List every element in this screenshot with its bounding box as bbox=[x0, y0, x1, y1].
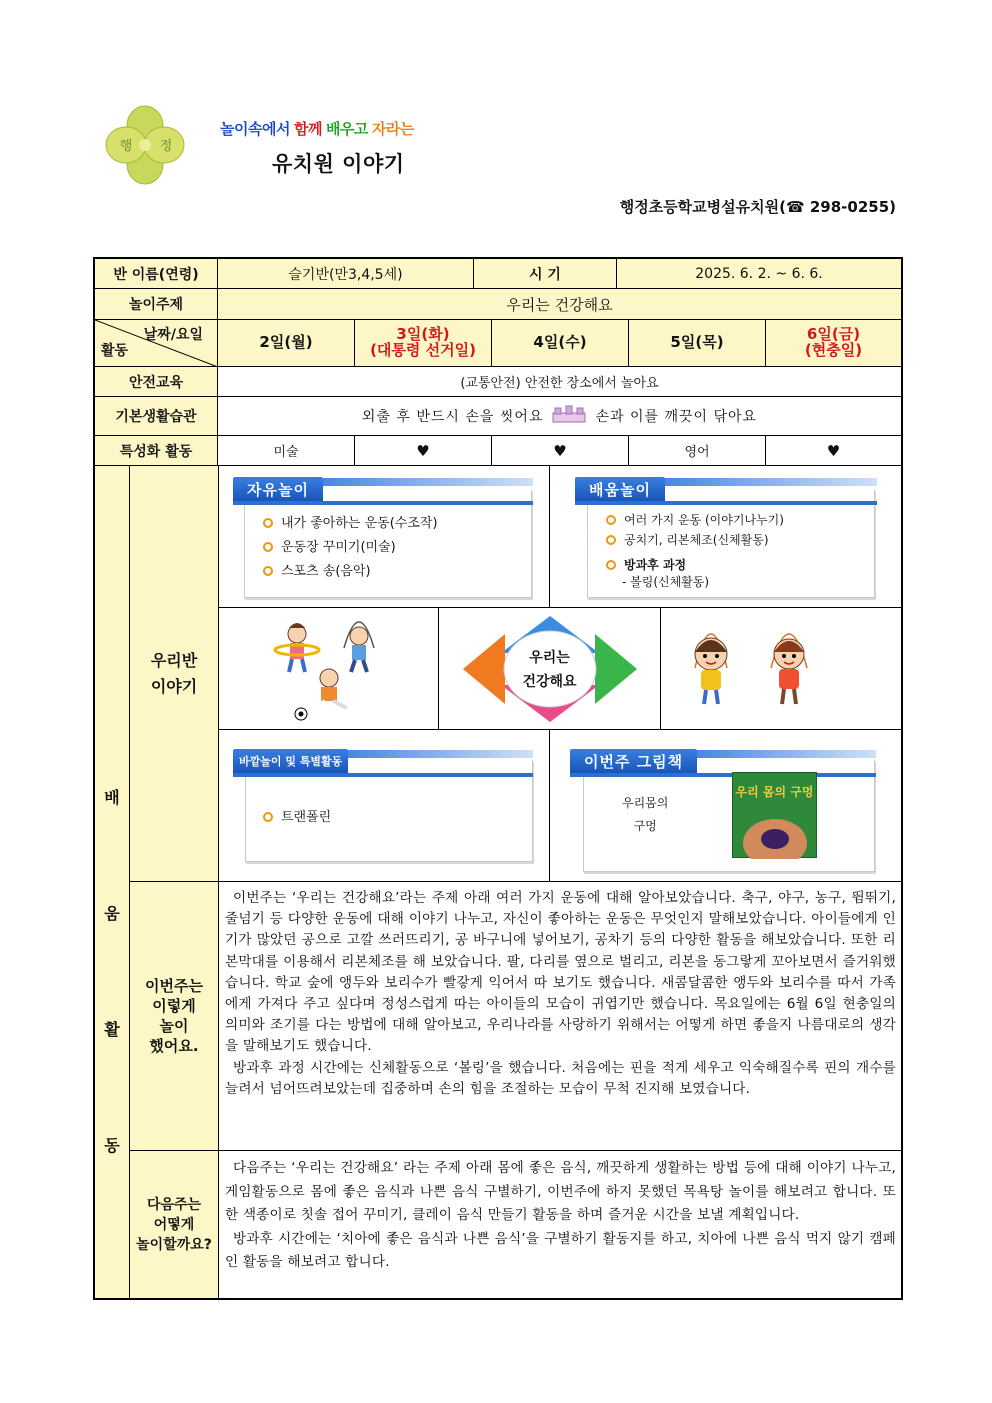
side-char-3: 활 bbox=[104, 1020, 120, 1039]
picture-book-tab bbox=[570, 748, 876, 774]
jump-rope-illustration bbox=[661, 608, 901, 729]
day-3 bbox=[492, 320, 629, 366]
theme-badge-text: 우리는 건강해요 bbox=[522, 650, 577, 690]
diag-bottom-label: 활동 bbox=[101, 343, 129, 359]
learning-play-cell bbox=[550, 466, 901, 607]
special-mon: 미술 bbox=[218, 436, 355, 465]
next-week-paragraph-1: 다음주는 ‘우리는 건강해요’ 라는 주제 아래 몸에 좋은 음식, 깨끗하게 생활하는 방법 등에 대해 이야기 나누고, 게임활동으로 몸에 좋은 음식과 나쁜 음식 구별하기, 이번주에 하지 못했던 목욕탕 놀이를 해보려고 합니다. 또한 색종이로 칫솔 접어 꾸미기, 클레이 음식 만들기 활동을 하며 즐거운 시간을 보낼 계획입니다. bbox=[225, 1160, 896, 1223]
next-week-paragraph-2: 방과후 시간에는 ‘치아에 좋은 음식과 나쁜 음식’을 구별하기 활동지를 하고, 치아에 나쁜 음식 먹지 않기 캠페인 활동을 해보려고 합니다. bbox=[225, 1230, 896, 1270]
safety-row bbox=[95, 367, 901, 397]
outdoor-item: 트랜폴린 bbox=[263, 806, 331, 830]
our-class-story bbox=[130, 466, 901, 882]
habit-row bbox=[95, 397, 901, 436]
special-wed-heart-icon: ♥ bbox=[492, 436, 629, 465]
safety-label: 안전교육 bbox=[95, 367, 218, 396]
day-5-note: (현충일) bbox=[804, 341, 863, 359]
day-1-label: 2일(월) bbox=[259, 333, 313, 352]
after-school-title: 방과후 과정 bbox=[606, 556, 784, 574]
free-play-title: 자유놀이 bbox=[233, 477, 323, 501]
bullet-icon bbox=[263, 542, 273, 552]
day-5-label: 6일(금) bbox=[806, 325, 861, 344]
extra-boxes bbox=[219, 730, 901, 881]
diag-top-label: 날짜/요일 bbox=[143, 327, 203, 343]
bullet-icon bbox=[606, 560, 616, 570]
book-cover-title: 우리 몸의 구멍 bbox=[735, 785, 814, 799]
side-char-2: 움 bbox=[104, 904, 120, 923]
day-5 bbox=[766, 320, 901, 366]
free-play-tab bbox=[233, 476, 533, 502]
day-3-label: 4일(수) bbox=[533, 333, 587, 352]
special-label: 특성화 활동 bbox=[95, 436, 218, 465]
safety-value: (교통안전) 안전한 장소에서 놀아요 bbox=[218, 367, 901, 396]
class-row bbox=[95, 259, 901, 289]
slogan-word-3: 배우고 bbox=[325, 120, 368, 138]
special-thu: 영어 bbox=[629, 436, 766, 465]
our-class-label-1: 우리반 bbox=[150, 650, 198, 670]
habit-label: 기본생활습관 bbox=[95, 397, 218, 435]
free-play-item: 운동장 꾸미기(미술) bbox=[263, 536, 438, 560]
habit-text-1: 외출 후 반드시 손을 씻어요 bbox=[361, 409, 544, 425]
theme-value: 우리는 건강해요 bbox=[218, 289, 901, 319]
bullet-icon bbox=[606, 515, 616, 525]
period-label: 시 기 bbox=[474, 259, 617, 288]
school-name: 행정초등학교병설유치원(☎ 298-0255) bbox=[619, 198, 896, 216]
days-row bbox=[95, 320, 901, 367]
slogan bbox=[220, 118, 418, 139]
special-row bbox=[95, 436, 901, 466]
bullet-icon bbox=[263, 812, 273, 822]
bullet-icon bbox=[606, 535, 616, 545]
this-week-text bbox=[219, 882, 901, 1150]
day-2-label: 3일(화) bbox=[396, 325, 450, 344]
next-week-text bbox=[219, 1151, 901, 1298]
side-char-4: 동 bbox=[104, 1136, 120, 1155]
book-title: 우리몸의 구멍 bbox=[622, 796, 669, 833]
slogan-word-4: 자라는 bbox=[371, 120, 414, 138]
learning-activities bbox=[95, 466, 901, 1298]
bullet-icon bbox=[263, 566, 273, 576]
after-school-item: - 볼링(신체활동) bbox=[622, 575, 710, 589]
day-4-label: 5일(목) bbox=[670, 333, 724, 352]
our-class-label-2: 이야기 bbox=[150, 676, 198, 696]
bullet-icon bbox=[263, 518, 273, 528]
habit-value bbox=[218, 397, 901, 435]
kindergarten-logo bbox=[104, 104, 186, 186]
logo-char-left: 행 bbox=[119, 139, 133, 154]
special-tue-heart-icon: ♥ bbox=[355, 436, 492, 465]
castle-icon bbox=[551, 405, 587, 427]
free-play-item: 내가 좋아하는 운동(수조작) bbox=[263, 512, 438, 536]
picture-book-cell bbox=[550, 730, 901, 881]
slogan-word-2: 함께 bbox=[293, 120, 322, 138]
learning-play-tab bbox=[575, 476, 877, 502]
book-cover-image bbox=[732, 772, 817, 858]
picture-book-title: 이번주 그림책 bbox=[570, 749, 697, 773]
day-activity-diagonal-header bbox=[95, 320, 218, 366]
outdoor-title: 바깥놀이 및 특별활동 bbox=[233, 749, 348, 773]
special-fri-heart-icon: ♥ bbox=[766, 436, 901, 465]
outdoor-tab bbox=[233, 748, 533, 774]
play-boxes bbox=[219, 466, 901, 608]
period-value: 2025. 6. 2. ~ 6. 6. bbox=[617, 259, 901, 288]
side-char-1: 배 bbox=[104, 788, 120, 807]
page-title: 유치원 이야기 bbox=[272, 152, 405, 176]
this-week-paragraph-2: 방과후 과정 시간에는 신체활동으로 ‘볼링’을 했습니다. 처음에는 핀을 적게 세우고 익숙해질수록 핀의 개수를 늘려서 넘어뜨려보았는데 집중하며 손의 힘을 조절하는 모습이 무척 진지해 보였습니다. bbox=[225, 1059, 896, 1097]
picture-row bbox=[219, 608, 901, 730]
free-play-item: 스포츠 송(음악) bbox=[263, 560, 438, 584]
next-week-section bbox=[130, 1151, 901, 1298]
learning-play-item: 여러 가지 운동 (이야기나누기) bbox=[606, 510, 784, 530]
day-4 bbox=[629, 320, 766, 366]
theme-badge-cell bbox=[439, 608, 661, 729]
habit-text-2: 손과 이를 깨끗이 닦아요 bbox=[595, 409, 758, 425]
learning-play-item: 공치기, 리본체조(신체활동) bbox=[606, 530, 784, 550]
children-exercising-illustration bbox=[219, 608, 439, 729]
day-1 bbox=[218, 320, 355, 366]
day-2-note: (대통령 선거일) bbox=[370, 341, 476, 359]
learning-activities-label bbox=[95, 466, 130, 1298]
this-week-paragraph-1: 이번주는 ‘우리는 건강해요’라는 주제 아래 여러 가지 운동에 대해 알아보았습니다. 축구, 야구, 농구, 뜀뛰기, 줄넘기 등 다양한 운동에 대해 이야기 나누고, 자신이 좋아하는 운동은 무엇인지 말해보았습니다. 아이들에게 인기가 많았던 공으로 고깔 쓰러뜨리기, 공 바구니에 넣어보기, 공차기 등의 다양한 활동을 해보았습니다. 또한 리본막대를 이용해서 리본체조를 해 보았습니다. 팔, 다리를 옆으로 벌리고, 리본을 동그랗게 꼬아보면서 즐거워했습니다. 학교 숲에 앵두와 보리수가 빨갛게 익어서 따 보기도 했습니다. 새콤달콤한 앵두와 보리수를 따서 가족에게 가져다 주고 싶다며 정성스럽게 따는 아이들의 모습이 귀엽기만 했습니다. 목요일에는 6월 6일 현충일의 의미와 조기를 다는 방법에 대해 알아보고, 우리나라를 사랑하기 위해서는 어떻게 하면 좋을지 나름대로의 생각을 말해보기도 했습니다. bbox=[225, 890, 896, 1055]
next-week-label: 다음주는 어떻게 놀이할까요? bbox=[130, 1151, 219, 1298]
theme-row bbox=[95, 289, 901, 320]
logo-char-right: 정 bbox=[159, 139, 173, 154]
our-class-label bbox=[130, 466, 219, 881]
weekly-newsletter-table bbox=[93, 257, 903, 1300]
outdoor-cell bbox=[219, 730, 550, 881]
class-value: 슬기반(만3,4,5세) bbox=[218, 259, 474, 288]
free-play-cell bbox=[219, 466, 550, 607]
theme-label: 놀이주제 bbox=[95, 289, 218, 319]
this-week-section bbox=[130, 882, 901, 1151]
learning-play-title: 배움놀이 bbox=[575, 477, 665, 501]
day-2 bbox=[355, 320, 492, 366]
slogan-word-1: 놀이속에서 bbox=[220, 120, 290, 138]
this-week-label: 이번주는 이렇게 놀이 했어요. bbox=[130, 882, 219, 1150]
class-label: 반 이름(연령) bbox=[95, 259, 218, 288]
